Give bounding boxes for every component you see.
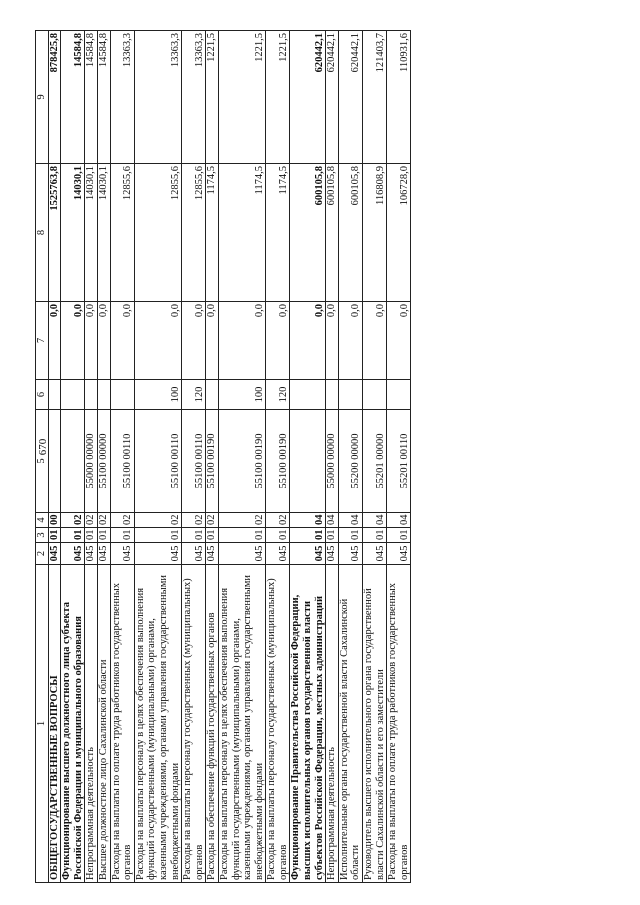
column-header: 4: [36, 513, 49, 528]
row-code-cell: 045: [290, 543, 326, 565]
row-code-cell: 045: [338, 543, 362, 565]
row-section-cell: 01: [206, 528, 219, 543]
row-subsection-cell: 04: [326, 513, 339, 528]
row-code-cell: 045: [218, 543, 265, 565]
table-row: [85, 31, 98, 883]
row-expense-type-cell: 100: [218, 380, 265, 410]
row-col8-cell: 12855,6: [110, 164, 134, 302]
row-col7-cell: 0,0: [206, 302, 219, 380]
table-row: [110, 31, 134, 883]
row-name-cell: Функционирование высшего должностного лица субъекта Российской Федерации и муниципального образования: [61, 565, 85, 883]
column-header: 1: [36, 565, 49, 883]
row-name-cell: Расходы на выплаты персоналу в целях обеспечения выполнения функций государственными (муниципальными) органами, казенными учреждениями, органами управления государственными внебюджетными фондами: [134, 565, 181, 883]
row-col7-cell: 0,0: [338, 302, 362, 380]
column-header: 3: [36, 528, 49, 543]
table-row: [290, 31, 326, 883]
row-code-cell: 045: [61, 543, 85, 565]
row-target-article-cell: 55100 00190: [218, 410, 265, 513]
table-row: [387, 31, 411, 883]
row-expense-type-cell: [290, 380, 326, 410]
row-code-cell: 045: [206, 543, 219, 565]
row-col7-cell: 0,0: [48, 302, 61, 380]
row-target-article-cell: [290, 410, 326, 513]
row-subsection-cell: 02: [110, 513, 134, 528]
row-code-cell: 045: [134, 543, 181, 565]
row-col8-cell: 14030,1: [97, 164, 110, 302]
row-target-article-cell: 55100 00190: [266, 410, 290, 513]
table-body: [48, 31, 411, 883]
row-subsection-cell: 00: [48, 513, 61, 528]
column-header: 2: [36, 543, 49, 565]
column-header: 9: [36, 31, 49, 164]
row-section-cell: 01: [266, 528, 290, 543]
row-expense-type-cell: 120: [182, 380, 206, 410]
row-expense-type-cell: [61, 380, 85, 410]
row-name-cell: Высшее должностное лицо Сахалинской области: [97, 565, 110, 883]
row-col7-cell: 0,0: [134, 302, 181, 380]
row-section-cell: 01: [363, 528, 387, 543]
row-section-cell: 01: [387, 528, 411, 543]
row-code-cell: 045: [363, 543, 387, 565]
row-target-article-cell: 55100 00190: [206, 410, 219, 513]
row-section-cell: 01: [97, 528, 110, 543]
row-code-cell: 045: [182, 543, 206, 565]
row-expense-type-cell: [206, 380, 219, 410]
row-name-cell: Расходы на выплаты по оплате труда работников государственных органов: [387, 565, 411, 883]
row-code-cell: 045: [48, 543, 61, 565]
row-expense-type-cell: 100: [134, 380, 181, 410]
row-col8-cell: 1174,5: [218, 164, 265, 302]
row-col7-cell: 0,0: [387, 302, 411, 380]
row-subsection-cell: 02: [266, 513, 290, 528]
row-col7-cell: 0,0: [326, 302, 339, 380]
row-subsection-cell: 04: [290, 513, 326, 528]
row-subsection-cell: 04: [338, 513, 362, 528]
row-name-cell: ОБЩЕГОСУДАРСТВЕННЫЕ ВОПРОСЫ: [48, 565, 61, 883]
row-col7-cell: 0,0: [218, 302, 265, 380]
row-name-cell: Функционирование Правительства Российской Федерации, высших исполнительных органов государственной власти субъектов Российской Федерации, местных администраций: [290, 565, 326, 883]
row-col9-cell: 121403,7: [363, 31, 387, 164]
row-col8-cell: 116808,9: [363, 164, 387, 302]
row-col8-cell: 106728,0: [387, 164, 411, 302]
row-name-cell: Исполнительные органы государственной власти Сахалинской области: [338, 565, 362, 883]
row-col9-cell: 1221,5: [206, 31, 219, 164]
row-target-article-cell: 55000 00000: [85, 410, 98, 513]
row-name-cell: Непрограммная деятельность: [326, 565, 339, 883]
row-target-article-cell: 55201 00110: [387, 410, 411, 513]
row-expense-type-cell: [326, 380, 339, 410]
row-section-cell: 01: [61, 528, 85, 543]
row-name-cell: Руководитель высшего исполнительного органа государственной власти Сахалинской области и его заместители: [363, 565, 387, 883]
row-name-cell: Расходы на обеспечение функций государственных органов: [206, 565, 219, 883]
row-section-cell: 01: [48, 528, 61, 543]
column-header: 7: [36, 302, 49, 380]
row-col9-cell: 110931,6: [387, 31, 411, 164]
row-col8-cell: 14030,1: [85, 164, 98, 302]
row-col9-cell: 14584,8: [97, 31, 110, 164]
row-target-article-cell: [48, 410, 61, 513]
table-row: [61, 31, 85, 883]
table-row: [326, 31, 339, 883]
row-subsection-cell: 02: [182, 513, 206, 528]
row-col9-cell: 620442,1: [290, 31, 326, 164]
row-col9-cell: 878425,8: [48, 31, 61, 164]
table-row: [97, 31, 110, 883]
row-col8-cell: 1174,5: [266, 164, 290, 302]
row-col9-cell: 1221,5: [218, 31, 265, 164]
row-target-article-cell: 55100 00110: [110, 410, 134, 513]
row-target-article-cell: 55000 00000: [326, 410, 339, 513]
row-name-cell: Непрограммная деятельность: [85, 565, 98, 883]
row-col8-cell: 1525763,8: [48, 164, 61, 302]
row-name-cell: Расходы на выплаты персоналу государственных (муниципальных) органов: [266, 565, 290, 883]
row-target-article-cell: 55100 00110: [182, 410, 206, 513]
row-section-cell: 01: [182, 528, 206, 543]
column-header: 5: [36, 410, 49, 513]
row-col9-cell: 620442,1: [338, 31, 362, 164]
row-col8-cell: 600105,8: [290, 164, 326, 302]
row-col9-cell: 13363,3: [182, 31, 206, 164]
rotated-page: [35, 0, 635, 883]
row-expense-type-cell: [48, 380, 61, 410]
table-row: [182, 31, 206, 883]
row-expense-type-cell: 120: [266, 380, 290, 410]
row-subsection-cell: 02: [134, 513, 181, 528]
row-name-cell: Расходы на выплаты персоналу в целях обеспечения выполнения функций государственными (муниципальными) органами, казенными учреждениями, органами управления государственными внебюджетными фондами: [218, 565, 265, 883]
row-section-cell: 01: [218, 528, 265, 543]
row-col8-cell: 600105,8: [338, 164, 362, 302]
row-target-article-cell: 55200 00000: [338, 410, 362, 513]
row-subsection-cell: 02: [206, 513, 219, 528]
row-col8-cell: 600105,8: [326, 164, 339, 302]
row-section-cell: 01: [85, 528, 98, 543]
row-col7-cell: 0,0: [61, 302, 85, 380]
row-col9-cell: 1221,5: [266, 31, 290, 164]
row-expense-type-cell: [387, 380, 411, 410]
row-subsection-cell: 04: [363, 513, 387, 528]
row-col7-cell: 0,0: [110, 302, 134, 380]
row-code-cell: 045: [266, 543, 290, 565]
row-name-cell: Расходы на выплаты персоналу государственных (муниципальных) органов: [182, 565, 206, 883]
row-expense-type-cell: [85, 380, 98, 410]
row-col8-cell: 12855,6: [182, 164, 206, 302]
header-row: [36, 31, 49, 883]
row-name-cell: Расходы на выплаты по оплате труда работников государственных органов: [110, 565, 134, 883]
table-row: [134, 31, 181, 883]
row-col8-cell: 1174,5: [206, 164, 219, 302]
row-expense-type-cell: [338, 380, 362, 410]
row-subsection-cell: 02: [218, 513, 265, 528]
row-col9-cell: 13363,3: [134, 31, 181, 164]
row-subsection-cell: 02: [97, 513, 110, 528]
row-col8-cell: 14030,1: [61, 164, 85, 302]
row-subsection-cell: 02: [85, 513, 98, 528]
row-col9-cell: 13363,3: [110, 31, 134, 164]
row-section-cell: 01: [290, 528, 326, 543]
page-number: 670: [37, 438, 49, 456]
row-target-article-cell: 55100 00000: [97, 410, 110, 513]
table-row: [206, 31, 219, 883]
row-subsection-cell: 04: [387, 513, 411, 528]
row-col7-cell: 0,0: [290, 302, 326, 380]
table-row: [48, 31, 61, 883]
row-section-cell: 01: [326, 528, 339, 543]
row-code-cell: 045: [326, 543, 339, 565]
row-col9-cell: 14584,8: [85, 31, 98, 164]
row-section-cell: 01: [338, 528, 362, 543]
table-row: [338, 31, 362, 883]
row-col7-cell: 0,0: [97, 302, 110, 380]
row-code-cell: 045: [85, 543, 98, 565]
row-code-cell: 045: [110, 543, 134, 565]
row-expense-type-cell: [97, 380, 110, 410]
table-row: [363, 31, 387, 883]
row-target-article-cell: [61, 410, 85, 513]
row-target-article-cell: 55100 00110: [134, 410, 181, 513]
row-col7-cell: 0,0: [85, 302, 98, 380]
row-col8-cell: 12855,6: [134, 164, 181, 302]
row-subsection-cell: 02: [61, 513, 85, 528]
table-row: [218, 31, 265, 883]
row-code-cell: 045: [97, 543, 110, 565]
row-expense-type-cell: [363, 380, 387, 410]
row-code-cell: 045: [387, 543, 411, 565]
budget-table: [35, 30, 411, 883]
table-row: [266, 31, 290, 883]
row-target-article-cell: 55201 00000: [363, 410, 387, 513]
column-header: 8: [36, 164, 49, 302]
row-col9-cell: 620442,1: [326, 31, 339, 164]
column-header: 6: [36, 380, 49, 410]
row-section-cell: 01: [134, 528, 181, 543]
row-col9-cell: 14584,8: [61, 31, 85, 164]
row-expense-type-cell: [110, 380, 134, 410]
row-section-cell: 01: [110, 528, 134, 543]
row-col7-cell: 0,0: [182, 302, 206, 380]
row-col7-cell: 0,0: [266, 302, 290, 380]
row-col7-cell: 0,0: [363, 302, 387, 380]
